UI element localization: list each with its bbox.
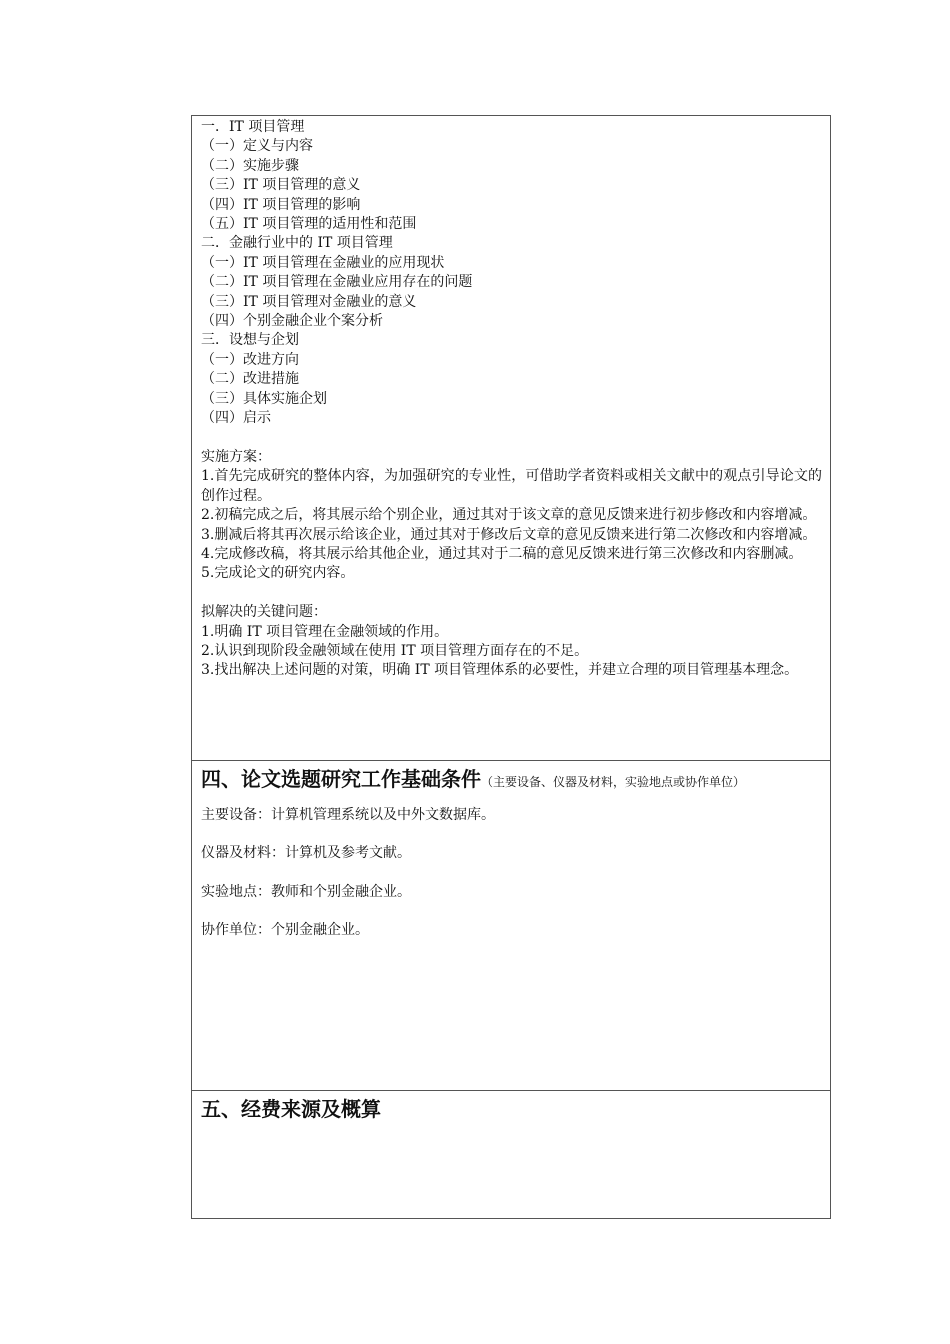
condition-item: 主要设备：计算机管理系统以及中外文数据库。 bbox=[201, 807, 495, 823]
condition-item: 协作单位：个别金融企业。 bbox=[201, 922, 369, 939]
research-content-cell bbox=[192, 116, 830, 760]
implementation-plan bbox=[201, 448, 822, 584]
outline-line: 三．设想与企划 bbox=[201, 332, 299, 349]
conditions-list bbox=[201, 806, 822, 941]
funding-cell bbox=[192, 1090, 830, 1218]
outline-line: （二）实施步骤 bbox=[201, 157, 299, 174]
outline-line: （二）改进措施 bbox=[201, 371, 299, 388]
section5-heading: 五、经费来源及概算 bbox=[201, 1097, 381, 1121]
key-issues-title: 拟解决的关键问题： bbox=[201, 604, 327, 621]
outline bbox=[201, 118, 822, 429]
outline-line: （四）IT 项目管理的影响 bbox=[201, 196, 361, 213]
outline-line: （二）IT 项目管理在金融业应用存在的问题 bbox=[201, 274, 473, 291]
plan-item: 3.删减后将其再次展示给该企业，通过其对于修改后文章的意见反馈来进行第二次修改和内容增减。 bbox=[201, 526, 817, 543]
plan-item: 1.首先完成研究的整体内容，为加强研究的专业性，可借助学者资料或相关文献中的观点引导论文的创作过程。 bbox=[201, 468, 822, 504]
outline-line: （四）启示 bbox=[201, 410, 271, 427]
outline-line: （三）IT 项目管理的意义 bbox=[201, 177, 361, 194]
key-issues bbox=[201, 603, 822, 681]
outline-line: （一）定义与内容 bbox=[201, 138, 313, 155]
outline-line: （三）具体实施企划 bbox=[201, 390, 327, 407]
research-conditions-cell bbox=[192, 760, 830, 1090]
outline-line: （四）个别金融企业个案分析 bbox=[201, 313, 383, 330]
section4-note: （主要设备、仪器及材料，实验地点或协作单位） bbox=[481, 775, 746, 789]
plan-item: 2.初稿完成之后，将其展示给个别企业，通过其对于该文章的意见反馈来进行初步修改和内容增减。 bbox=[201, 507, 817, 524]
section4-title: 四、论文选题研究工作基础条件 bbox=[201, 767, 481, 791]
key-issue-item: 2.认识到现阶段金融领域在使用 IT 项目管理方面存在的不足。 bbox=[201, 642, 589, 659]
key-issue-item: 3.找出解决上述问题的对策，明确 IT 项目管理体系的必要性，并建立合理的项目管理基本理念。 bbox=[201, 662, 799, 679]
outline-line: （三）IT 项目管理对金融业的意义 bbox=[201, 293, 417, 310]
proposal-form-table bbox=[191, 115, 831, 1219]
plan-title: 实施方案： bbox=[201, 448, 271, 465]
outline-line: （一）IT 项目管理在金融业的应用现状 bbox=[201, 254, 445, 271]
outline-line: 二．金融行业中的 IT 项目管理 bbox=[201, 235, 393, 252]
section4-heading bbox=[201, 765, 822, 796]
key-issue-item: 1.明确 IT 项目管理在金融领域的作用。 bbox=[201, 623, 449, 640]
plan-item: 5.完成论文的研究内容。 bbox=[201, 565, 355, 582]
plan-item: 4.完成修改稿，将其展示给其他企业，通过其对于二稿的意见反馈来进行第三次修改和内容删减。 bbox=[201, 545, 803, 562]
outline-line: （一）改进方向 bbox=[201, 351, 299, 368]
condition-item: 实验地点：教师和个别金融企业。 bbox=[201, 883, 411, 900]
outline-line: 一．IT 项目管理 bbox=[201, 119, 305, 135]
outline-line: （五）IT 项目管理的适用性和范围 bbox=[201, 216, 417, 233]
condition-item: 仪器及材料：计算机及参考文献。 bbox=[201, 845, 411, 862]
